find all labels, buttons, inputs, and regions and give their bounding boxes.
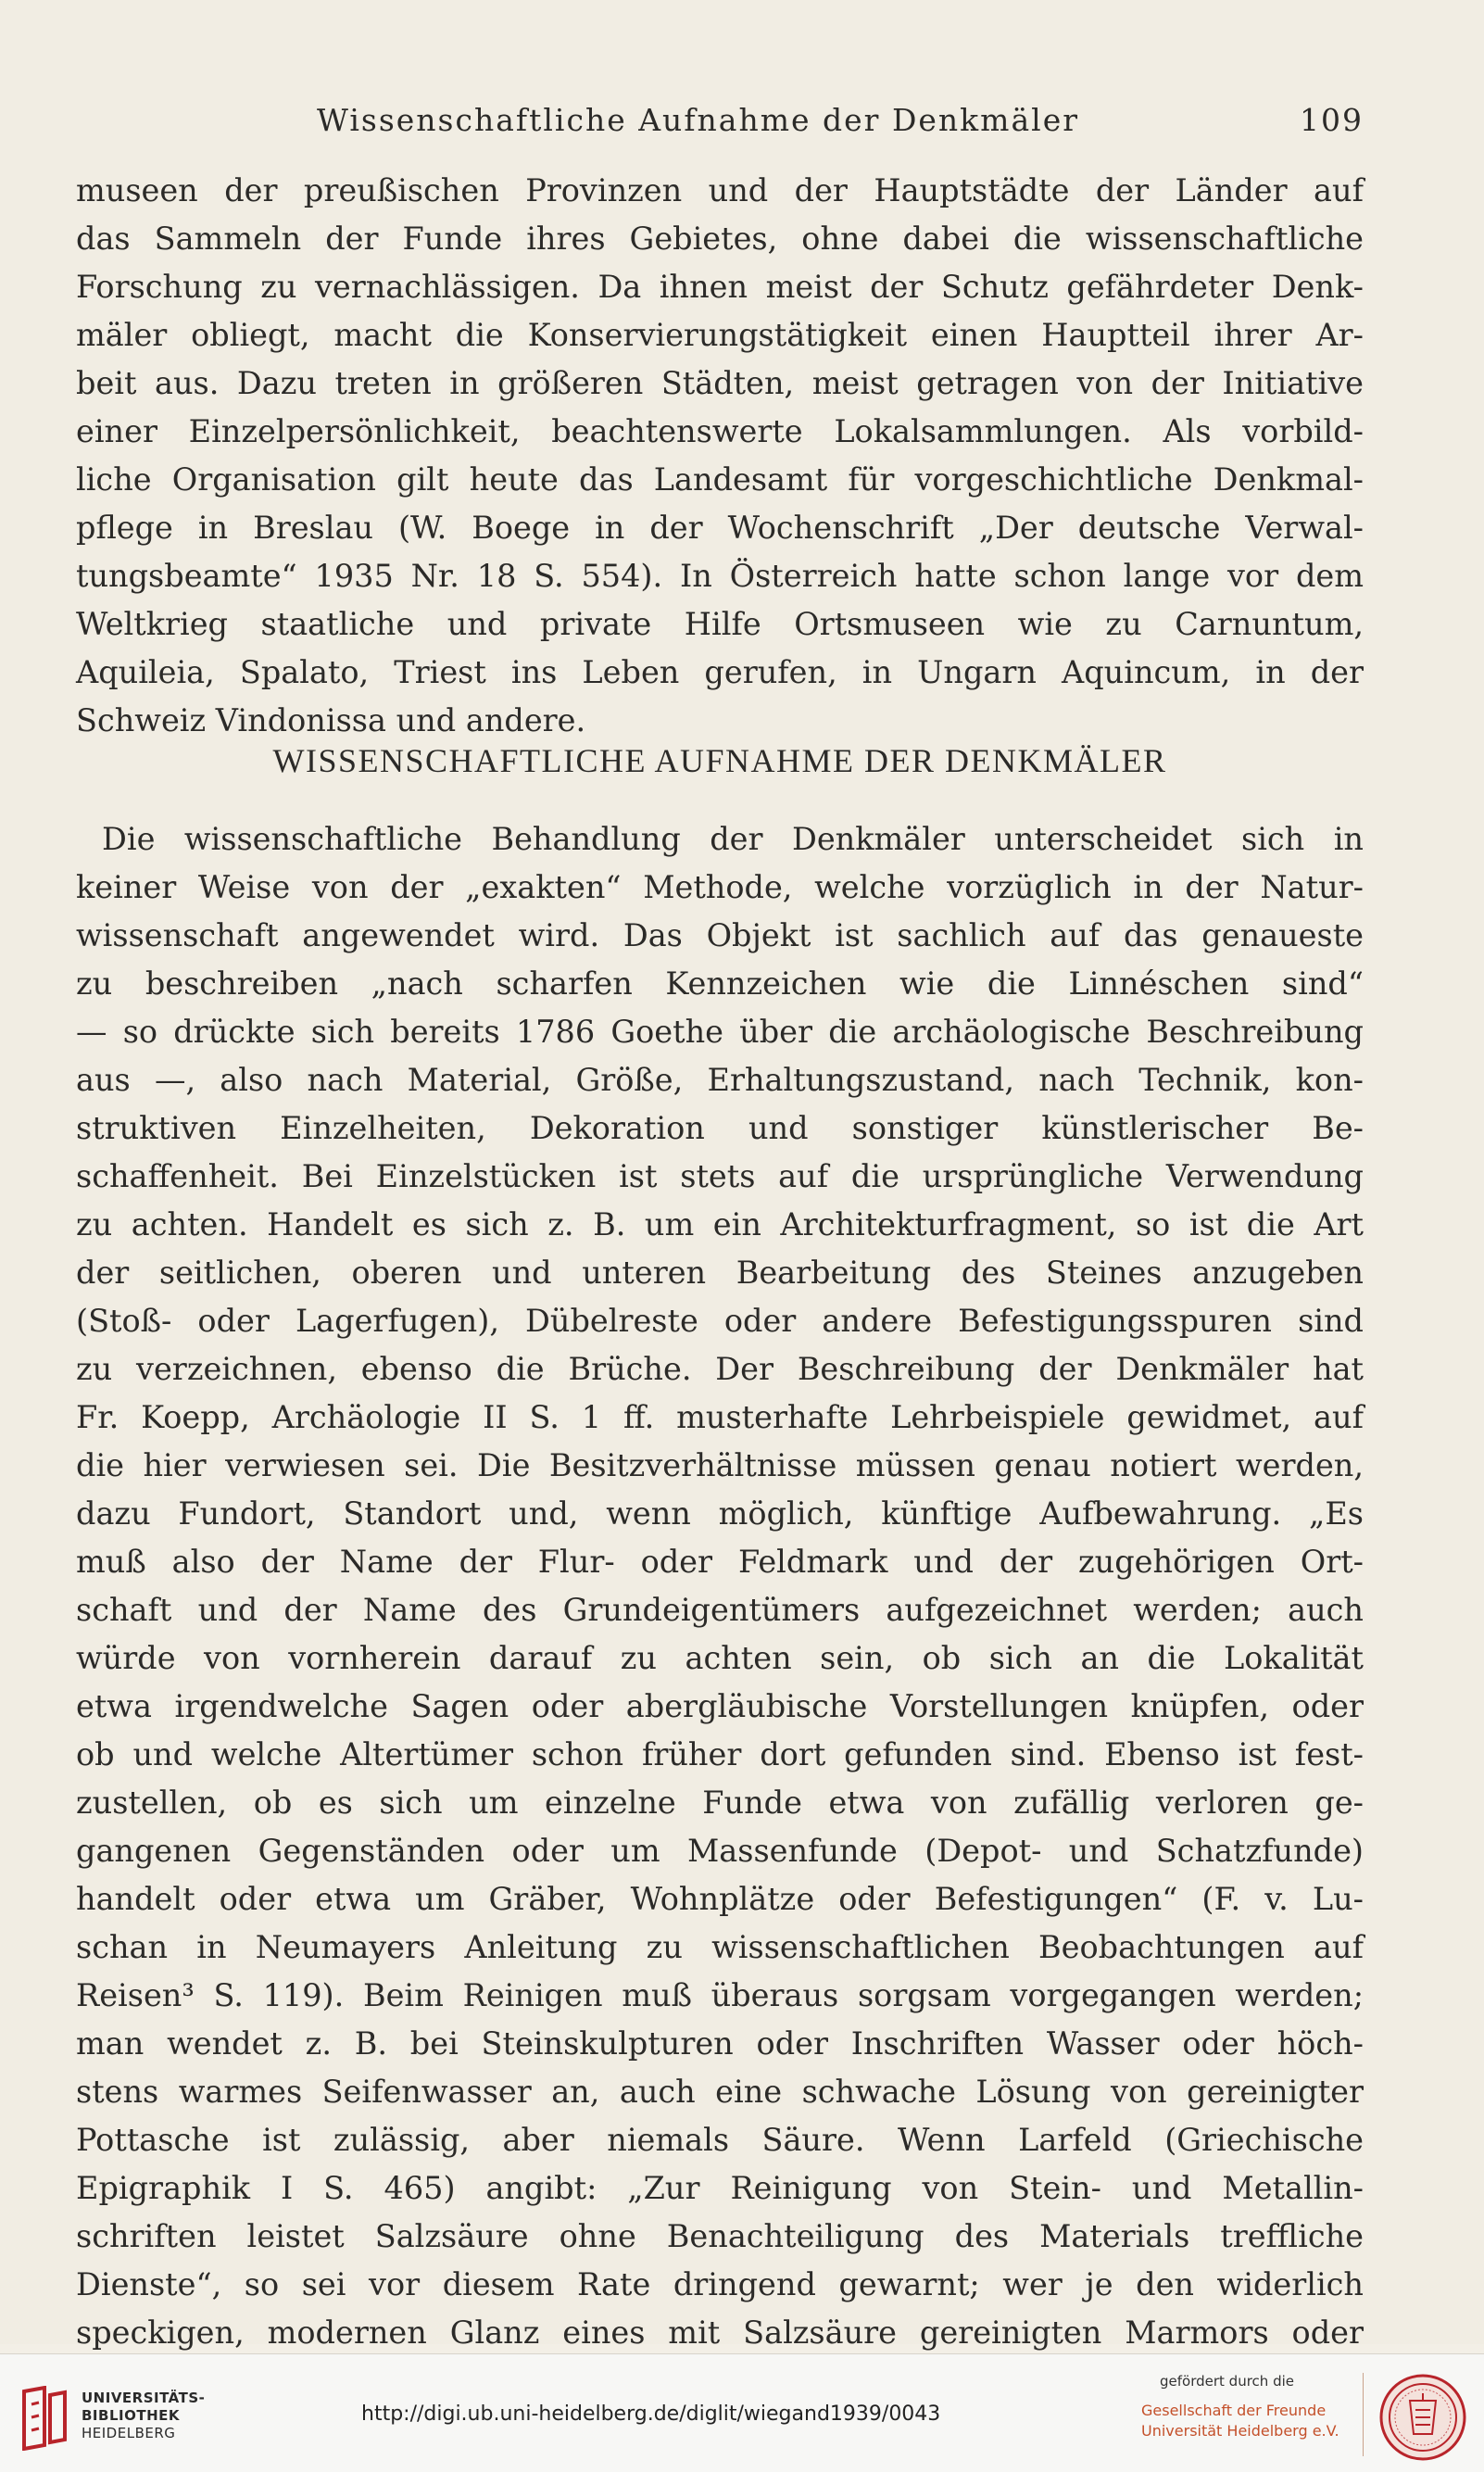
text-line: beit aus. Dazu treten in größeren Städten, meist getragen von der Initiative	[76, 365, 1364, 401]
text-line: Schweiz Vindonissa und andere.	[76, 702, 586, 738]
text-line: speckigen, modernen Glanz eines mit Salzsäure gereinigten Marmors oder	[76, 2314, 1364, 2351]
footer-divider	[1363, 2373, 1364, 2456]
text-line: schriften leistet Salzsäure ohne Benachteiligung des Materials treffliche	[76, 2218, 1364, 2254]
text-line: handelt oder etwa um Gräber, Wohnplätze oder Befestigungen“ (F. v. Lu-	[76, 1881, 1364, 1917]
text-line: etwa irgendwelche Sagen oder abergläubische Vorstellungen knüpfen, oder	[76, 1688, 1364, 1724]
text-line: Fr. Koepp, Archäologie II S. 1 ff. musterhafte Lehrbeispiele gewidmet, auf	[76, 1399, 1364, 1435]
text-line: pflege in Breslau (W. Boege in der Wochenschrift „Der deutsche Verwal-	[76, 510, 1364, 546]
running-title: Wissenschaftliche Aufnahme der Denkmäler	[317, 102, 1079, 138]
section-heading: WISSENSCHAFTLICHE AUFNAHME DER DENKMÄLER	[272, 742, 1167, 779]
text-line: Reisen³ S. 119). Beim Reinigen muß überaus sorgsam vorgegangen werden;	[76, 1977, 1364, 2013]
university-seal-icon[interactable]	[1378, 2373, 1467, 2462]
text-line: dazu Fundort, Standort und, wenn möglich, künftige Aufbewahrung. „Es	[76, 1495, 1364, 1532]
digitization-footer	[0, 2353, 1484, 2472]
text-line: Dienste“, so sei vor diesem Rate dringend gewarnt; wer je den widerlich	[76, 2266, 1364, 2302]
text-line: zustellen, ob es sich um einzelne Funde etwa von zufällig verloren ge-	[76, 1785, 1364, 1821]
text-line: einer Einzelpersönlichkeit, beachtenswerte Lokalsammlungen. Als vorbild-	[76, 413, 1364, 449]
library-name[interactable]	[82, 2390, 205, 2442]
ub-heidelberg-logo-icon[interactable]	[17, 2386, 72, 2451]
text-line: Epigraphik I S. 465) angibt: „Zur Reinigung von Stein- und Metallin-	[76, 2170, 1364, 2206]
sponsor-block[interactable]	[1141, 2373, 1354, 2441]
paragraph-1	[76, 167, 1364, 745]
text-line: würde von vornherein darauf zu achten sein, ob sich an die Lokalität	[76, 1640, 1364, 1676]
text-line: tungsbeamte“ 1935 Nr. 18 S. 554). In Österreich hatte schon lange vor dem	[76, 558, 1364, 594]
text-line: zu verzeichnen, ebenso die Brüche. Der Beschreibung der Denkmäler hat	[76, 1351, 1364, 1387]
permalink-link[interactable]: http://digi.ub.uni-heidelberg.de/diglit/wiegand1939/0043	[361, 2403, 941, 2426]
text-line: (Stoß- oder Lagerfugen), Dübelreste oder andere Befestigungsspuren sind	[76, 1303, 1364, 1339]
text-line: aus —, also nach Material, Größe, Erhaltungszustand, nach Technik, kon-	[76, 1062, 1364, 1098]
text-line: Pottasche ist zulässig, aber niemals Säure. Wenn Larfeld (Griechische	[76, 2122, 1364, 2158]
text-line: liche Organisation gilt heute das Landesamt für vorgeschichtliche Denkmal-	[76, 461, 1364, 498]
text-line: schaffenheit. Bei Einzelstücken ist stets auf die ursprüngliche Verwendung	[76, 1158, 1364, 1194]
text-line: keiner Weise von der „exakten“ Methode, welche vorzüglich in der Natur-	[76, 869, 1364, 905]
library-name-line: UNIVERSITÄTS-	[82, 2390, 206, 2406]
text-line: ob und welche Altertümer schon früher dort gefunden sind. Ebenso ist fest-	[76, 1736, 1364, 1772]
text-line: Forschung zu vernachlässigen. Da ihnen meist der Schutz gefährdeter Denk-	[76, 269, 1364, 305]
text-line: — so drückte sich bereits 1786 Goethe über die archäologische Beschreibung	[76, 1014, 1364, 1050]
paragraph-2	[76, 815, 1364, 2357]
text-line: struktiven Einzelheiten, Dekoration und sonstiger künstlerischer Be-	[76, 1110, 1364, 1146]
text-line: wissenschaft angewendet wird. Das Objekt ist sachlich auf das genaueste	[76, 917, 1364, 953]
text-line: Die wissenschaftliche Behandlung der Denkmäler unterscheidet sich in	[102, 821, 1364, 857]
sponsor-name-line: Gesellschaft der Freunde	[1141, 2402, 1327, 2419]
sponsor-caption: gefördert durch die	[1160, 2373, 1294, 2390]
text-line: zu achten. Handelt es sich z. B. um ein Architekturfragment, so ist die Art	[76, 1206, 1364, 1242]
text-line: schaft und der Name des Grundeigentümers aufgezeichnet werden; auch	[76, 1592, 1364, 1628]
text-line: die hier verwiesen sei. Die Besitzverhältnisse müssen genau notiert werden,	[76, 1447, 1364, 1483]
running-header	[76, 102, 1364, 146]
text-line: der seitlichen, oberen und unteren Bearbeitung des Steines anzugeben	[76, 1255, 1364, 1291]
page-number: 109	[1300, 102, 1364, 138]
text-line: stens warmes Seifenwasser an, auch eine schwache Lösung von gereinigter	[76, 2074, 1364, 2110]
sponsor-name-line: Universität Heidelberg e.V.	[1141, 2422, 1339, 2440]
text-line: zu beschreiben „nach scharfen Kennzeichen wie die Linnéschen sind“	[76, 965, 1364, 1002]
text-line: man wendet z. B. bei Steinskulpturen oder Inschriften Wasser oder höch-	[76, 2025, 1364, 2062]
library-name-line: BIBLIOTHEK	[82, 2407, 180, 2424]
text-line: gangenen Gegenständen oder um Massenfunde (Depot- und Schatzfunde)	[76, 1833, 1364, 1869]
text-line: muß also der Name der Flur- oder Feldmark und der zugehörigen Ort-	[76, 1544, 1364, 1580]
text-line: mäler obliegt, macht die Konservierungstätigkeit einen Hauptteil ihrer Ar-	[76, 317, 1364, 353]
text-line: museen der preußischen Provinzen und der Hauptstädte der Länder auf	[76, 172, 1364, 208]
text-line: Weltkrieg staatliche und private Hilfe Ortsmuseen wie zu Carnuntum,	[76, 606, 1364, 642]
library-name-line: HEIDELBERG	[82, 2425, 176, 2441]
text-line: schan in Neumayers Anleitung zu wissenschaftlichen Beobachtungen auf	[76, 1929, 1364, 1965]
text-line: Aquileia, Spalato, Triest ins Leben gerufen, in Ungarn Aquincum, in der	[76, 654, 1364, 690]
text-line: das Sammeln der Funde ihres Gebietes, ohne dabei die wissenschaftliche	[76, 221, 1364, 257]
